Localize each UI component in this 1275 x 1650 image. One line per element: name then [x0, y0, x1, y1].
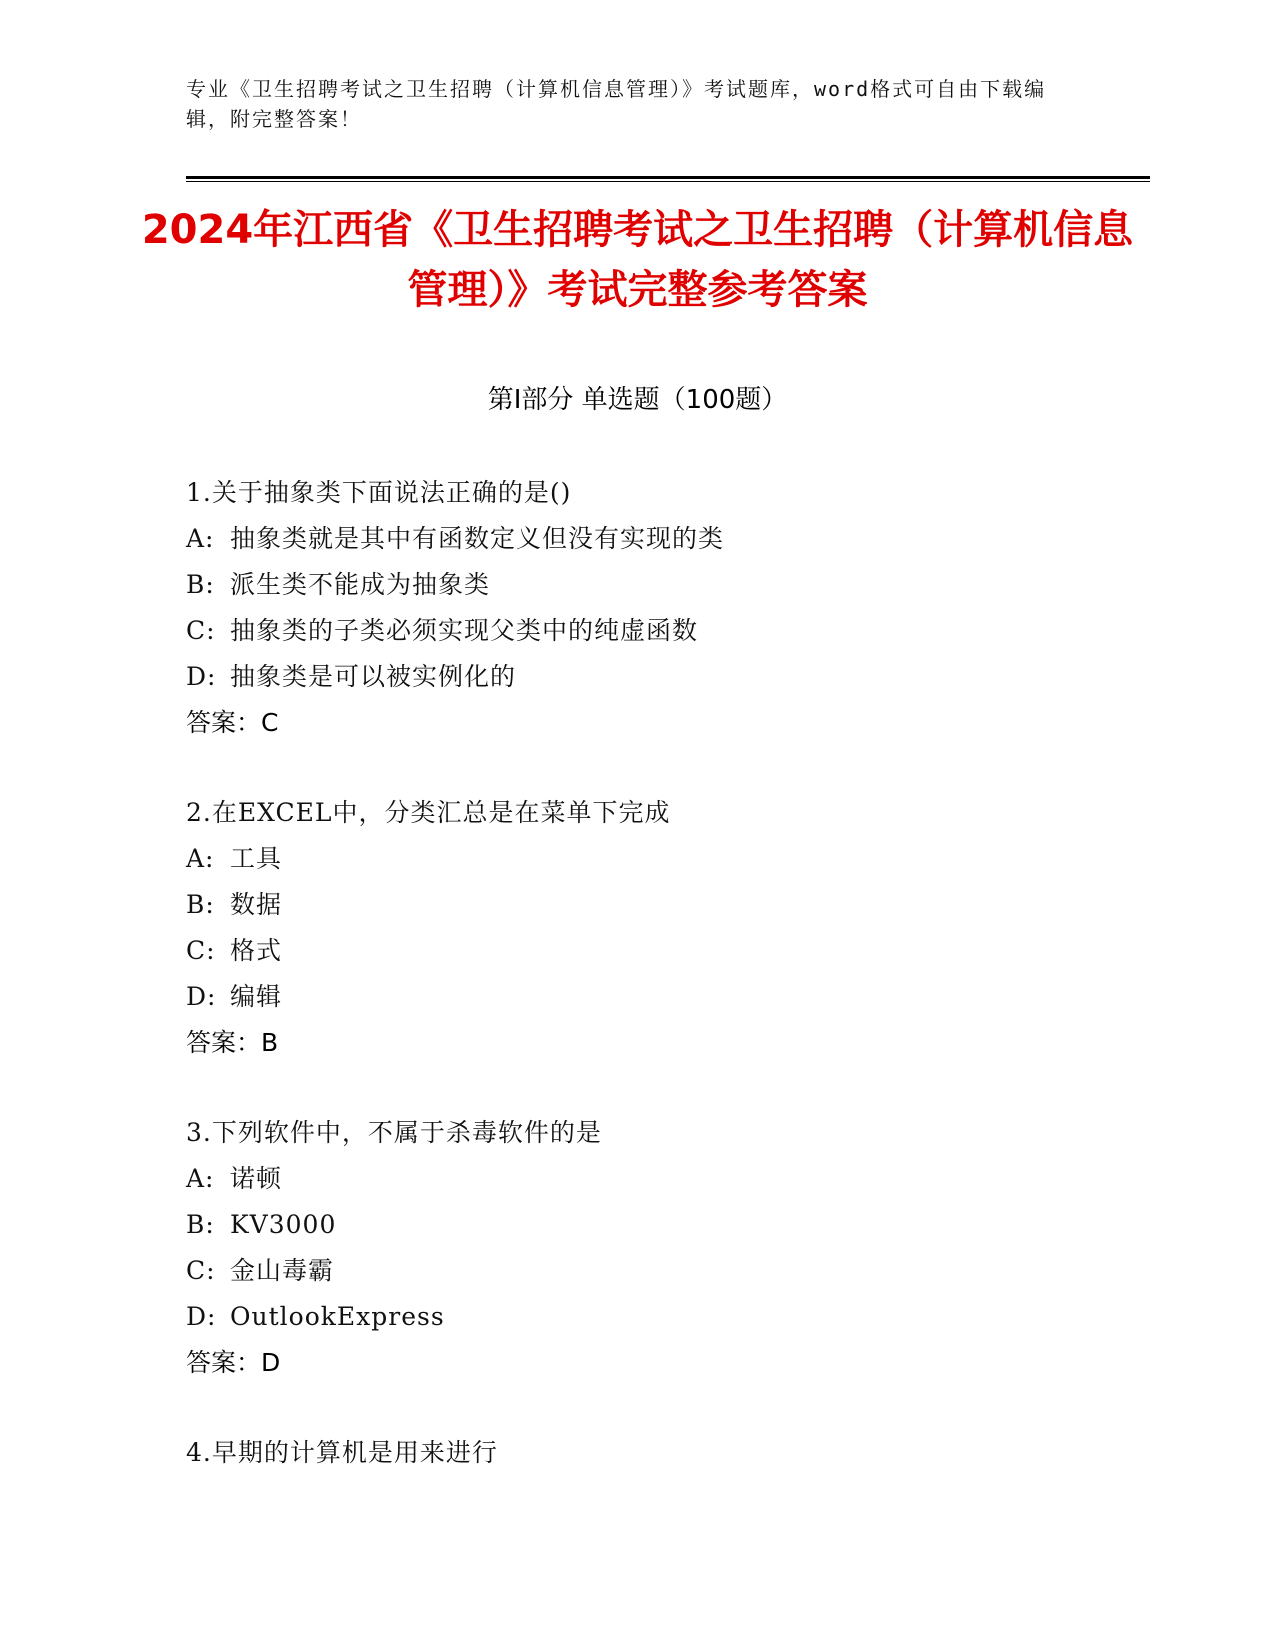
option-text: OutlookExpress: [230, 1302, 445, 1331]
option-text: 抽象类的子类必须实现父类中的纯虚函数: [230, 616, 699, 645]
answer-line: [186, 700, 1136, 746]
answer-label: 答案：: [186, 1028, 262, 1057]
question-list: [186, 470, 1136, 1520]
option-a: [186, 836, 1136, 882]
option-d: [186, 1294, 1136, 1340]
answer-label: 答案：: [186, 708, 262, 737]
question-2: [186, 790, 1136, 1066]
option-letter: B:: [186, 570, 215, 599]
option-text: 金山毒霸: [230, 1256, 335, 1285]
answer-line: [186, 1340, 1136, 1386]
header-note: 专业《卫生招聘考试之卫生招聘（计算机信息管理）》考试题库，word格式可自由下载编辑，附完整答案！: [186, 77, 1047, 131]
option-b: [186, 882, 1136, 928]
option-d: [186, 654, 1136, 700]
option-text: 格式: [230, 936, 283, 965]
option-letter: A:: [186, 844, 215, 873]
answer-label: 答案：: [186, 1348, 262, 1377]
question-stem: 2.在EXCEL中，分类汇总是在菜单下完成: [186, 798, 671, 827]
option-text: 抽象类就是其中有函数定义但没有实现的类: [230, 524, 725, 553]
option-c: [186, 928, 1136, 974]
option-text: 工具: [230, 844, 283, 873]
document-title: 2024年江西省《卫生招聘考试之卫生招聘（计算机信息管理）》考试完整参考答案: [141, 207, 1134, 313]
option-letter: D:: [186, 1302, 217, 1331]
answer-line: [186, 1020, 1136, 1066]
option-letter: C:: [186, 936, 216, 965]
option-d: [186, 974, 1136, 1020]
option-letter: B:: [186, 890, 215, 919]
answer-value: C: [261, 708, 279, 737]
option-c: [186, 1248, 1136, 1294]
question-stem: 1.关于抽象类下面说法正确的是(): [186, 478, 572, 507]
option-letter: B:: [186, 1210, 215, 1239]
option-c: [186, 608, 1136, 654]
option-letter: C:: [186, 1256, 216, 1285]
option-text: 诺顿: [230, 1164, 283, 1193]
option-text: 数据: [230, 890, 283, 919]
header-divider-thin: [186, 181, 1150, 182]
option-letter: A:: [186, 1164, 215, 1193]
option-letter: D:: [186, 982, 217, 1011]
answer-value: B: [261, 1028, 279, 1057]
option-letter: D:: [186, 662, 217, 691]
option-letter: C:: [186, 616, 216, 645]
option-text: KV3000: [230, 1210, 337, 1239]
question-stem: 3.下列软件中，不属于杀毒软件的是: [186, 1118, 602, 1147]
option-text: 抽象类是可以被实例化的: [230, 662, 517, 691]
option-letter: A:: [186, 524, 215, 553]
option-text: 派生类不能成为抽象类: [230, 570, 491, 599]
question-1: [186, 470, 1136, 746]
option-a: [186, 516, 1136, 562]
section-heading: 第Ⅰ部分 单选题（100题）: [487, 385, 788, 415]
question-stem: 4.早期的计算机是用来进行: [186, 1438, 498, 1467]
option-b: [186, 562, 1136, 608]
option-text: 编辑: [230, 982, 283, 1011]
option-b: [186, 1202, 1136, 1248]
answer-value: D: [261, 1348, 281, 1377]
question-3: [186, 1110, 1136, 1386]
option-a: [186, 1156, 1136, 1202]
header-divider-thick: [186, 176, 1150, 179]
question-4: [186, 1430, 1136, 1476]
